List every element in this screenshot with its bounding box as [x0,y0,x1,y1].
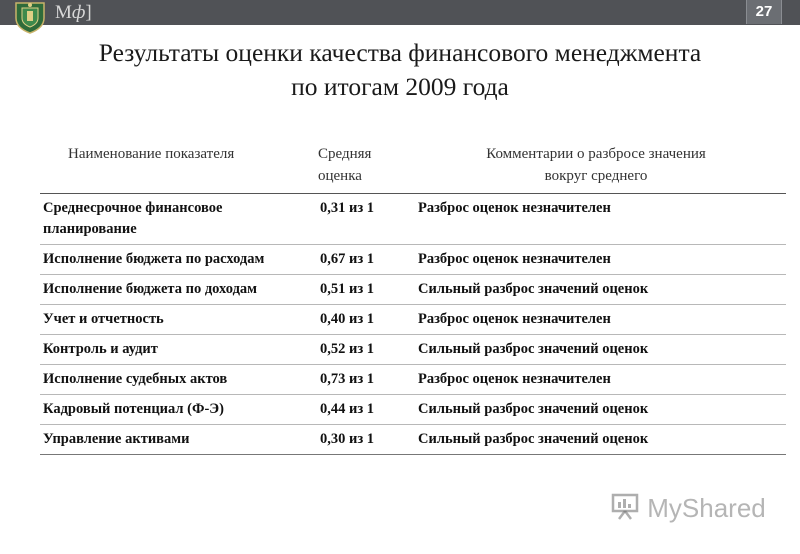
brand-phi: ф [71,2,86,23]
table-row [40,365,786,395]
row-comment: Сильный разброс значений оценок [410,275,786,305]
header-score-line-2: оценка [318,168,362,184]
top-bar [0,0,800,25]
row-comment: Сильный разброс значений оценок [410,395,786,425]
brand-mark [55,2,92,24]
watermark [610,490,766,526]
row-score: 0,67 из 1 [318,245,410,275]
watermark-text: MyShared [647,493,766,523]
header-comment-line-1: Комментарии о разбросе значения [486,146,706,162]
coat-of-arms-icon [12,0,48,34]
row-name: Исполнение бюджета по расходам [40,245,318,275]
header-name: Наименование показателя [40,138,318,194]
row-name: Учет и отчетность [40,305,318,335]
row-score: 0,73 из 1 [318,365,410,395]
row-score: 0,30 из 1 [318,425,410,455]
row-name: Контроль и аудит [40,335,318,365]
row-comment: Сильный разброс значений оценок [410,335,786,365]
page-number-badge: 27 [746,0,782,24]
header-score [318,138,410,194]
table-row [40,335,786,365]
row-score: 0,44 из 1 [318,395,410,425]
header-comment-line-2: вокруг среднего [544,168,648,184]
row-score: 0,31 из 1 [318,194,410,245]
row-score: 0,52 из 1 [318,335,410,365]
title-line-2: по итогам 2009 года [291,72,509,101]
table-header-row [40,138,786,194]
brand-letter: М [55,2,72,23]
table-row [40,395,786,425]
row-comment: Сильный разброс значений оценок [410,425,786,455]
row-score: 0,40 из 1 [318,305,410,335]
header-score-line-1: Средняя [318,146,372,162]
row-comment: Разброс оценок незначителен [410,194,786,245]
header-comment [410,138,786,194]
row-score: 0,51 из 1 [318,275,410,305]
row-name: Среднесрочное финансовое планирование [40,194,318,245]
row-name: Управление активами [40,425,318,455]
table-row [40,194,786,245]
table-row [40,245,786,275]
table-row [40,275,786,305]
page-title [0,36,800,104]
title-line-1: Результаты оценки качества финансового менеджмента [98,38,702,67]
results-table [40,138,786,455]
row-comment: Разброс оценок незначителен [410,365,786,395]
row-comment: Разброс оценок незначителен [410,245,786,275]
brand-bracket: ] [85,2,92,23]
row-comment: Разброс оценок незначителен [410,305,786,335]
row-name: Кадровый потенциал (Ф-Э) [40,395,318,425]
table-row [40,305,786,335]
presentation-board-icon [610,491,640,530]
row-name: Исполнение бюджета по доходам [40,275,318,305]
table-row [40,425,786,455]
row-name: Исполнение судебных актов [40,365,318,395]
